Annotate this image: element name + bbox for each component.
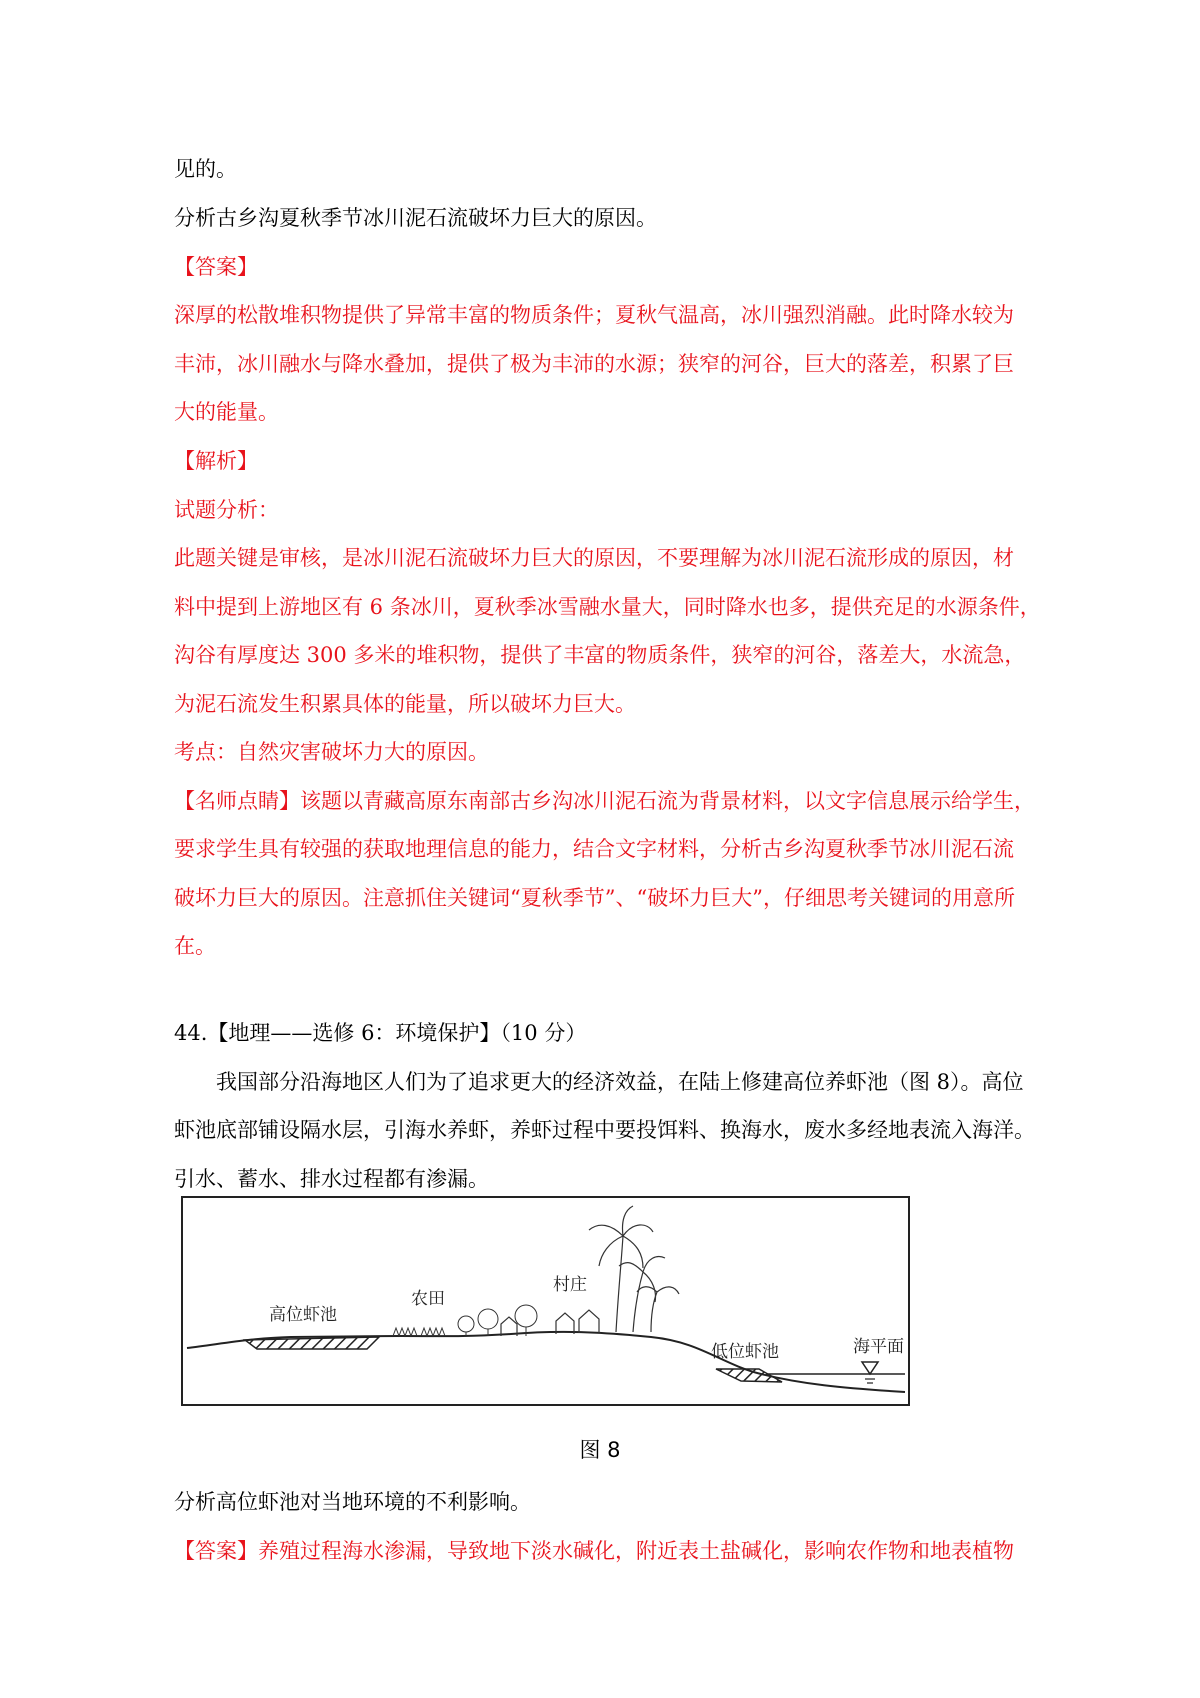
answer-line: 大的能量。 — [174, 400, 279, 424]
analysis-subheading: 试题分析： — [174, 498, 279, 522]
answer-text: 养殖过程海水渗漏，导致地下淡水碱化，附近表土盐碱化，影响农作物和地表植物 — [258, 1539, 1014, 1563]
farmland-label: 农田 — [411, 1289, 445, 1309]
crop-icon — [393, 1328, 445, 1336]
tree-icon — [458, 1305, 537, 1336]
answer-line: 深厚的松散堆积物提供了异常丰富的物质条件；夏秋气温高，冰川强烈消融。此时降水较为 — [174, 303, 1014, 327]
question-44-text: 我国部分沿海地区人们为了追求更大的经济效益，在陆上修建高位养虾池（图 8）。高位 — [174, 1070, 1024, 1094]
key-point-line: 考点：自然灾害破坏力大的原因。 — [174, 740, 489, 764]
teacher-note-line: 【名师点睛】该题以青藏高原东南部古乡沟冰川泥石流为背景材料，以文字信息展示给学生， — [174, 789, 1035, 813]
answer-heading: 【答案】 — [174, 255, 258, 279]
teacher-note-line: 在。 — [174, 934, 216, 958]
teacher-note-line: 要求学生具有较强的获取地理信息的能力，结合文字材料，分析古乡沟夏秋季节冰川泥石流 — [174, 837, 1014, 861]
question-44-prompt: 分析高位虾池对当地环境的不利影响。 — [174, 1490, 531, 1514]
village-label: 村庄 — [553, 1275, 587, 1295]
analysis-line: 料中提到上游地区有 6 条冰川，夏秋季冰雪融水量大，同时降水也多，提供充足的水源条件， — [174, 595, 1041, 619]
teacher-note-line: 破坏力巨大的原因。注意抓住关键词“夏秋季节”、“破坏力巨大”，仔细思考关键词的用意所 — [174, 886, 1015, 910]
sea-level-marker-icon — [862, 1362, 878, 1374]
high-pond-shape — [245, 1337, 379, 1349]
analysis-line: 为泥石流发生积累具体的能量，所以破坏力巨大。 — [174, 692, 636, 716]
question-text: 分析古乡沟夏秋季节冰川泥石流破坏力巨大的原因。 — [174, 206, 657, 230]
answer-tag: 【答案】 — [174, 1539, 258, 1563]
low-pond-shape — [716, 1369, 782, 1382]
question-44-answer — [174, 1536, 1034, 1566]
figure-caption: 图 8 — [579, 1438, 621, 1462]
low-pond-label: 低位虾池 — [711, 1342, 779, 1362]
analysis-line: 此题关键是审核，是冰川泥石流破坏力巨大的原因，不要理解为冰川泥石流形成的原因，材 — [174, 546, 1014, 570]
answer-line: 丰沛，冰川融水与降水叠加，提供了极为丰沛的水源；狭窄的河谷，巨大的落差，积累了巨 — [174, 352, 1014, 376]
shrimp-pond-diagram — [181, 1196, 910, 1406]
text-line: 见的。 — [174, 157, 237, 181]
high-pond-label: 高位虾池 — [269, 1305, 337, 1325]
question-44-text: 引水、蓄水、排水过程都有渗漏。 — [174, 1167, 489, 1191]
question-44-title: 44.【地理——选修 6：环境保护】（10 分） — [174, 1021, 587, 1045]
analysis-line: 沟谷有厚度达 300 多米的堆积物，提供了丰富的物质条件，狭窄的河谷，落差大，水流急， — [174, 643, 1026, 667]
palm-tree-icon — [589, 1206, 679, 1332]
sea-level-label: 海平面 — [853, 1337, 904, 1357]
analysis-heading: 【解析】 — [174, 449, 258, 473]
question-44-text: 虾池底部铺设隔水层，引海水养虾，养虾过程中要投饵料、换海水，废水多经地表流入海洋。 — [174, 1118, 1035, 1142]
